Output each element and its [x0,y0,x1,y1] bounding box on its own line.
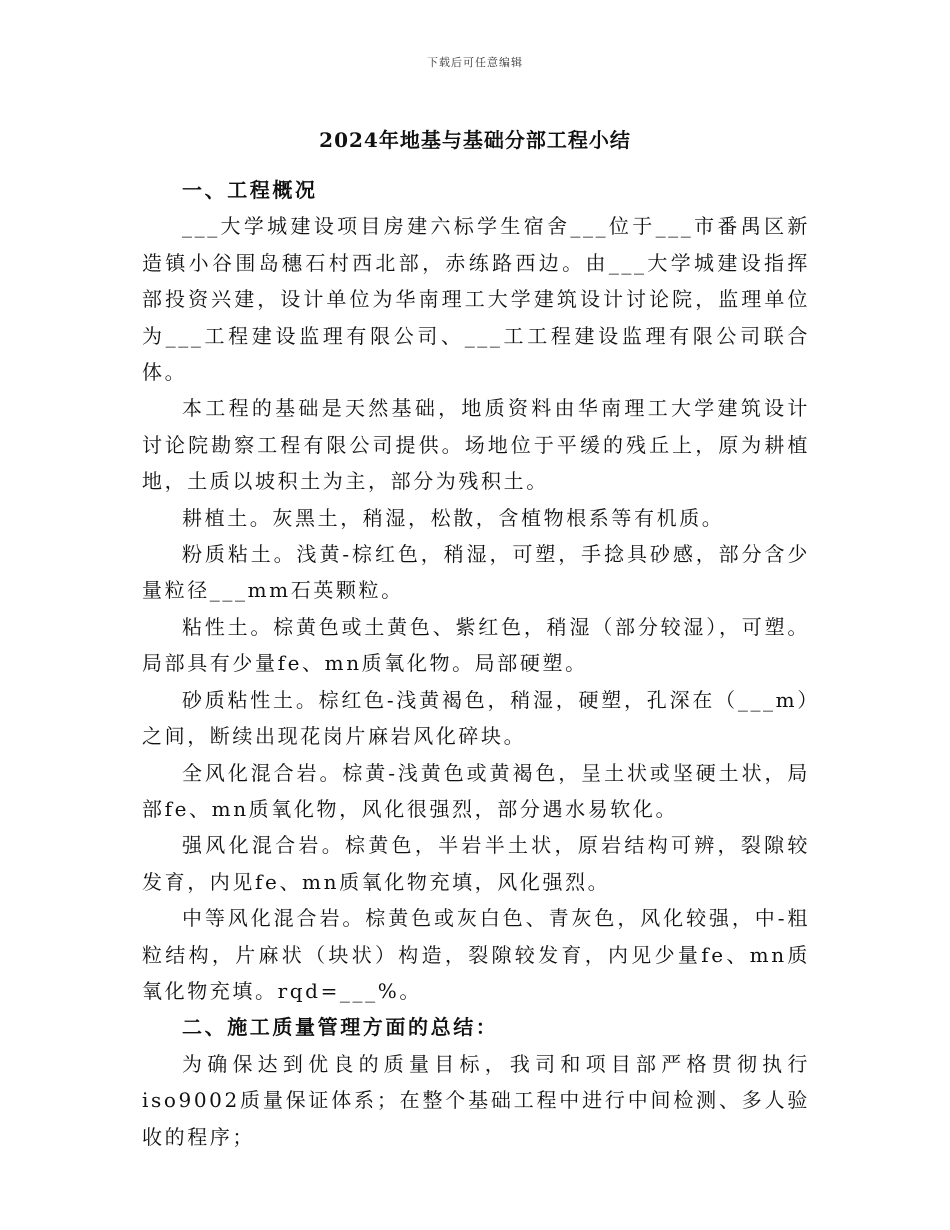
paragraph-soil-silty-clay: 粉质粘土。浅黄-棕红色，稍湿，可塑，手捻具砂感，部分含少量粒径___mm石英颗粒。 [142,542,810,603]
paragraph-soil-topsoil: 耕植土。灰黑土，稍湿，松散，含植物根系等有机质。 [182,505,725,530]
paragraph-rock-fully-weathered: 全风化混合岩。棕黄-浅黄色或黄褐色，呈土状或坚硬土状，局部fe、mn质氧化物，风化很强烈，部分遇水易软化。 [142,760,810,821]
paragraph-soil-cohesive: 粘性土。棕黄色或土黄色、紫红色，稍湿（部分较湿），可塑。局部具有少量fe、mn质氧化物。局部硬塑。 [142,614,810,676]
section-heading-quality: 二、施工质量管理方面的总结： [182,1015,499,1040]
paragraph-rock-moderately-weathered: 中等风化混合岩。棕黄色或灰白色、青灰色，风化较强，中-粗粒结构，片麻状（块状）构造，裂隙较发育，内见少量fe、mn质氧化物充填。rqd=___%。 [142,906,810,1003]
header-note: 下载后可任意编辑 [427,56,523,69]
paragraph-foundation-info: 本工程的基础是天然基础，地质资料由华南理工大学建筑设计讨论院勘察工程有限公司提供。场地位于平缓的残丘上，原为耕植地，土质以坡积土为主，部分为残积土。 [142,396,810,494]
document-title: 2024年地基与基础分部工程小结 [319,128,631,152]
paragraph-soil-sandy-cohesive: 砂质粘性土。棕红色-浅黄褐色，稍湿，硬塑，孔深在（___m）之间，断续出现花岗片麻岩风化碎块。 [142,687,810,749]
section-heading-overview: 一、工程概况 [182,178,318,202]
document-body [142,172,810,1155]
paragraph-rock-strongly-weathered: 强风化混合岩。棕黄色，半岩半土状，原岩结构可辨，裂隙较发育，内见fe、mn质氧化物充填，风化强烈。 [142,833,810,894]
paragraph-project-intro: ___大学城建设项目房建六标学生宿舍___位于___市番禺区新造镇小谷围岛穗石村西北部，赤练路西边。由___大学城建设指挥部投资兴建，设计单位为华南理工大学建筑设计讨论院，监理单位为___工程建设监理有限公司、___工工程建设监理有限公司联合体。 [142,214,810,385]
paragraph-quality-management: 为确保达到优良的质量目标，我司和项目部严格贯彻执行iso9002质量保证体系；在整个基础工程中进行中间检测、多人验收的程序； [142,1051,810,1149]
